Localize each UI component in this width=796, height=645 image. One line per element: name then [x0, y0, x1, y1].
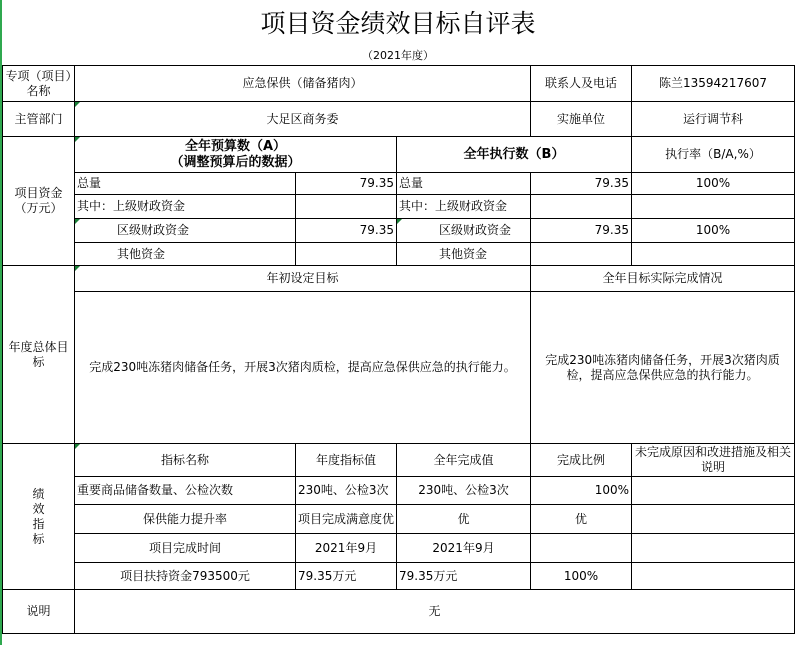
budget-header-line1: 全年预算数（A） — [184, 138, 287, 154]
funds-row — [3, 173, 795, 195]
indicator-name-header[interactable]: 指标名称 — [75, 444, 296, 477]
actual-goal-header[interactable]: 全年目标实际完成情况 — [531, 266, 795, 292]
indicator-done[interactable]: 230吨、公检3次 — [397, 477, 531, 505]
fund-name[interactable]: 其中：上级财政资金 — [75, 195, 296, 219]
indicator-row — [3, 534, 795, 563]
budget-header-line2: （调整预算后的数据） — [170, 154, 301, 170]
contact-label[interactable]: 联系人及电话 — [531, 66, 632, 102]
indicator-row — [3, 563, 795, 590]
indicator-row — [3, 477, 795, 505]
indicator-name[interactable]: 项目完成时间 — [75, 534, 296, 563]
fund-rate[interactable] — [632, 243, 795, 266]
project-name-label[interactable]: 专项（项目）名称 — [3, 66, 75, 102]
fund-exec[interactable] — [531, 195, 632, 219]
row-indicators-header — [3, 444, 795, 477]
fund-exec[interactable]: 79.35 — [531, 219, 632, 243]
indicator-name[interactable]: 保供能力提升率 — [75, 505, 296, 534]
indicator-target[interactable]: 230吨、公检3次 — [296, 477, 397, 505]
impl-unit-label[interactable]: 实施单位 — [531, 102, 632, 137]
fund-name[interactable]: 总量 — [75, 173, 296, 195]
indicator-name[interactable]: 项目扶持资金793500元 — [75, 563, 296, 590]
exec-header[interactable]: 全年执行数（B） — [397, 137, 632, 173]
fund-rate[interactable]: 100% — [632, 219, 795, 243]
fund-exec-name[interactable]: 其他资金 — [397, 243, 531, 266]
impl-unit-value[interactable]: 运行调节科 — [632, 102, 795, 137]
indicator-done[interactable]: 优 — [397, 505, 531, 534]
fund-budget[interactable] — [296, 243, 397, 266]
row-note — [3, 590, 795, 634]
funds-row — [3, 243, 795, 266]
row-goals-content — [3, 292, 795, 444]
dept-label[interactable]: 主管部门 — [3, 102, 75, 137]
page-title[interactable]: 项目资金绩效目标自评表 — [260, 9, 536, 38]
indicator-target-header[interactable]: 年度指标值 — [296, 444, 397, 477]
year-label[interactable]: （2021年度） — [362, 48, 434, 62]
indicator-ratio[interactable]: 100% — [531, 477, 632, 505]
fund-exec[interactable]: 79.35 — [531, 173, 632, 195]
budget-header[interactable] — [75, 137, 397, 173]
indicator-row — [3, 505, 795, 534]
actual-goal-text[interactable]: 完成230吨冻猪肉储备任务，开展3次猪肉质检，提高应急保供应急的执行能力。 — [531, 292, 795, 444]
note-value[interactable]: 无 — [75, 590, 795, 634]
fund-name[interactable]: 其他资金 — [75, 243, 296, 266]
funds-row — [3, 195, 795, 219]
self-evaluation-table — [2, 65, 795, 634]
indicator-target[interactable]: 2021年9月 — [296, 534, 397, 563]
fund-exec[interactable] — [531, 243, 632, 266]
indicator-done[interactable]: 79.35万元 — [397, 563, 531, 590]
fund-exec-name[interactable]: 区级财政资金 — [397, 219, 531, 243]
indicator-reason[interactable] — [632, 477, 795, 505]
indicator-reason[interactable] — [632, 563, 795, 590]
indicator-target[interactable]: 项目完成满意度优 — [296, 505, 397, 534]
indicator-reason[interactable] — [632, 534, 795, 563]
row-funds-header — [3, 137, 795, 173]
rate-header[interactable]: 执行率（B/A,%） — [632, 137, 795, 173]
indicator-ratio-header[interactable]: 完成比例 — [531, 444, 632, 477]
indicator-ratio[interactable]: 100% — [531, 563, 632, 590]
indicator-target[interactable]: 79.35万元 — [296, 563, 397, 590]
fund-exec-name[interactable]: 总量 — [397, 173, 531, 195]
fund-exec-name[interactable]: 其中：上级财政资金 — [397, 195, 531, 219]
fund-budget[interactable]: 79.35 — [296, 173, 397, 195]
indicator-reason-header[interactable]: 未完成原因和改进措施及相关说明 — [632, 444, 795, 477]
indicator-name[interactable]: 重要商品储备数量、公检次数 — [75, 477, 296, 505]
row-project — [3, 66, 795, 102]
indicator-ratio[interactable]: 优 — [531, 505, 632, 534]
fund-name[interactable]: 区级财政资金 — [75, 219, 296, 243]
goals-label[interactable]: 年度总体目标 — [3, 266, 75, 444]
contact-value[interactable]: 陈兰13594217607 — [632, 66, 795, 102]
dept-value[interactable]: 大足区商务委 — [75, 102, 531, 137]
indicator-done-header[interactable]: 全年完成值 — [397, 444, 531, 477]
indicator-done[interactable]: 2021年9月 — [397, 534, 531, 563]
indicator-ratio[interactable] — [531, 534, 632, 563]
fund-budget[interactable] — [296, 195, 397, 219]
fund-budget[interactable]: 79.35 — [296, 219, 397, 243]
initial-goal-header[interactable]: 年初设定目标 — [75, 266, 531, 292]
row-goals-header — [3, 266, 795, 292]
row-department — [3, 102, 795, 137]
fund-rate[interactable]: 100% — [632, 173, 795, 195]
note-label[interactable]: 说明 — [3, 590, 75, 634]
funds-row — [3, 219, 795, 243]
indicators-label[interactable]: 绩效指标 — [3, 444, 75, 590]
initial-goal-text[interactable]: 完成230吨冻猪肉储备任务，开展3次猪肉质检，提高应急保供应急的执行能力。 — [75, 292, 531, 444]
indicator-reason[interactable] — [632, 505, 795, 534]
project-name-value[interactable]: 应急保供（储备猪肉） — [75, 66, 531, 102]
funds-label[interactable]: 项目资金（万元） — [3, 137, 75, 266]
fund-rate[interactable] — [632, 195, 795, 219]
